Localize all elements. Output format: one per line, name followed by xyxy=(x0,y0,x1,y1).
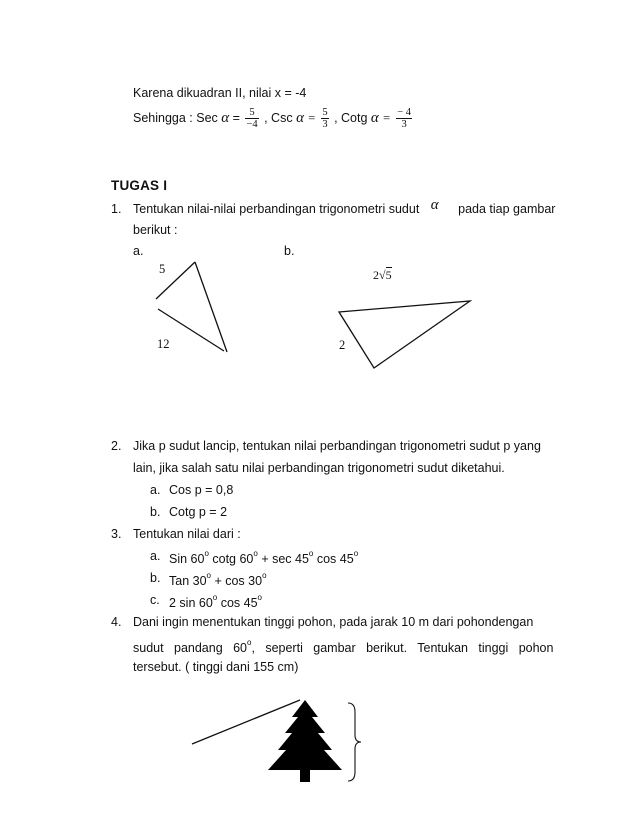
q3-a-part-4: cos 45 xyxy=(313,552,354,566)
degree-mark: o xyxy=(246,638,252,647)
cotg-equals: = xyxy=(382,111,391,125)
degree-mark: o xyxy=(257,593,262,602)
line-of-sight xyxy=(192,700,300,744)
q3-a-part-1: Sin 60 xyxy=(169,552,205,566)
q2-b-text: Cotg p = 2 xyxy=(169,505,228,519)
q4-line-1: Dani ingin menentukan tinggi pohon, pada jarak 10 m dari pohondengan xyxy=(133,615,534,629)
alpha-symbol: α xyxy=(296,110,304,126)
q1-text: Tentukan nilai-nilai perbandingan trigonometri sudut xyxy=(133,202,420,216)
q1-number: 1. xyxy=(111,202,122,216)
sec-equals: = xyxy=(232,111,240,125)
csc-denominator: 3 xyxy=(322,119,328,131)
fig-b-side-2: 2 xyxy=(339,338,346,352)
intro-line-1: Karena dikuadran II, nilai x = -4 xyxy=(133,86,307,100)
q3-c-label: c. xyxy=(150,593,160,607)
q1-label-a: a. xyxy=(133,244,144,258)
csc-numerator: 5 xyxy=(322,107,328,119)
q3-b-part-1: Tan 30 xyxy=(169,574,207,588)
degree-mark: o xyxy=(212,593,218,602)
fig-a-edge-right xyxy=(195,262,227,352)
q1-label-b: b. xyxy=(284,244,295,258)
alpha-symbol: α xyxy=(430,197,439,213)
fig-b-coefficient: 2 xyxy=(373,268,379,282)
q3-number: 3. xyxy=(111,527,122,541)
sec-numerator: 5 xyxy=(245,107,258,119)
q4-line-2-part-2: , seperti gambar berikut. Tentukan tinggi pohon xyxy=(251,641,554,655)
q1-text-after: pada tiap gambar xyxy=(458,202,556,216)
degree-mark: o xyxy=(308,549,314,558)
fig-a-edge-top xyxy=(156,262,195,299)
fig-b-radicand: 5 xyxy=(385,268,392,282)
q4-number: 4. xyxy=(111,615,122,629)
q2-line-2: lain, jika salah satu nilai perbandingan trigonometri sudut diketahui. xyxy=(133,461,505,475)
sec-denominator: −4 xyxy=(246,119,258,131)
tree-icon xyxy=(268,700,342,782)
q3-c-part-2: cos 45 xyxy=(217,596,258,610)
right-brace-icon xyxy=(348,703,361,781)
cotg-denominator: 3 xyxy=(401,119,407,131)
cotg-numerator: − 4 xyxy=(397,107,411,119)
alpha-symbol: α xyxy=(370,110,379,126)
q2-line-1: Jika p sudut lancip, tentukan nilai perbandingan trigonometri sudut p yang xyxy=(133,439,541,453)
q3-c-part-1: 2 sin 60 xyxy=(169,596,213,610)
q3-b-part-2: + cos 30 xyxy=(210,574,263,588)
q3-a-part-2: cotg 60 xyxy=(208,552,254,566)
degree-mark: o xyxy=(253,549,258,558)
fig-b-outline xyxy=(339,301,470,368)
q2-number: 2. xyxy=(111,439,122,453)
csc-label: , Csc xyxy=(264,111,293,125)
q2-a-text: Cos p = 0,8 xyxy=(169,483,234,497)
fig-a-side-5: 5 xyxy=(159,262,166,276)
q4-line-3: tersebut. ( tinggi dani 155 cm) xyxy=(133,660,299,674)
q3-a-label: a. xyxy=(150,549,161,563)
section-title: TUGAS I xyxy=(111,178,168,193)
sehingga-label: Sehingga : Sec xyxy=(133,111,218,125)
q4-line-2-part-1: sudut pandang 60 xyxy=(133,641,247,655)
sqrt-icon: √ xyxy=(379,268,386,282)
q3-a-part-3: + sec 45 xyxy=(257,552,309,566)
alpha-symbol: α xyxy=(221,110,230,126)
degree-mark: o xyxy=(204,549,209,558)
q2-b-label: b. xyxy=(150,505,161,519)
fig-a-side-12: 12 xyxy=(157,337,170,351)
q2-a-label: a. xyxy=(150,483,161,497)
figure-b-triangle xyxy=(339,301,470,368)
degree-mark: o xyxy=(353,549,359,558)
cotg-label: , Cotg xyxy=(334,111,368,125)
degree-mark: o xyxy=(262,571,267,580)
degree-mark: o xyxy=(206,571,211,580)
q3-b-label: b. xyxy=(150,571,161,585)
figure-a-triangle xyxy=(156,262,227,352)
q3-text: Tentukan nilai dari : xyxy=(133,527,241,541)
q1-line-2: berikut : xyxy=(133,223,178,237)
csc-equals: = xyxy=(307,111,316,125)
